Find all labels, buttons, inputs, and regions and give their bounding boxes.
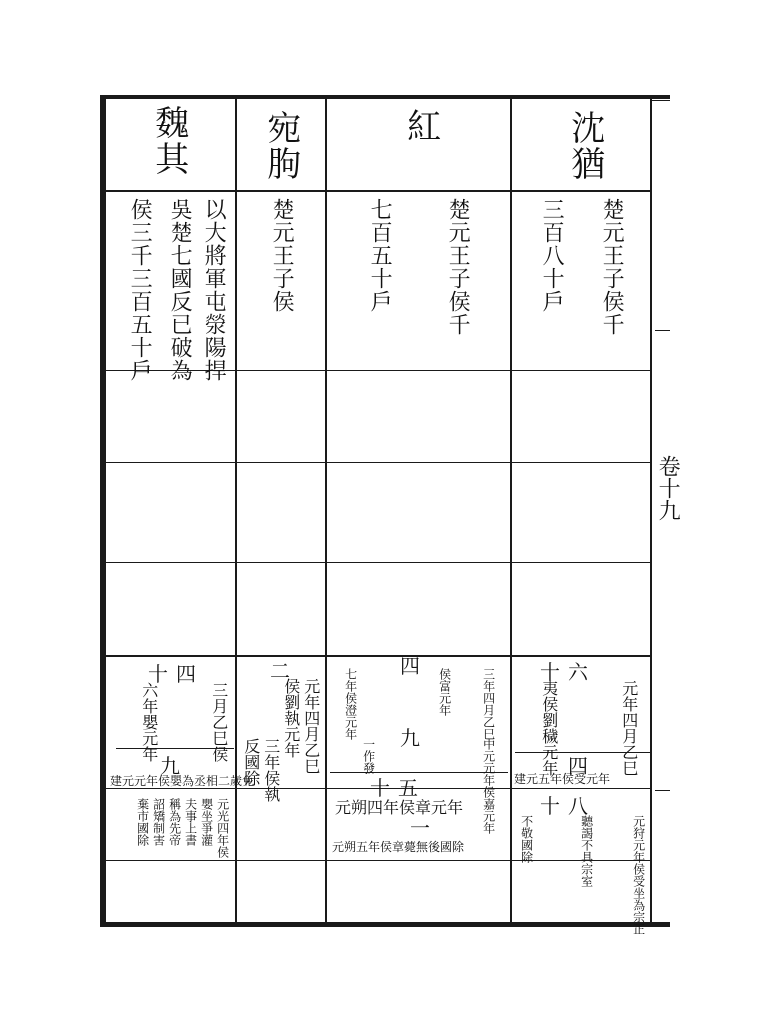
frame-bottom-border xyxy=(100,922,670,927)
column-3-year-line-2: 侯富元年 xyxy=(437,668,452,716)
chapter-edge-label: 卷十九 xyxy=(655,455,681,521)
column-3-sub3-count: 一 xyxy=(410,816,438,840)
column-1-year-line-2: 六年嬰元年 xyxy=(139,682,159,762)
column-4-sub2-line-2: 聽謁不具宗室 xyxy=(579,815,594,887)
column-3-sub-count: 九 xyxy=(400,726,428,750)
column-2-fief-line-1: 楚元王子侯 xyxy=(269,198,295,313)
column-3-sub2-count: 十五 xyxy=(370,776,426,800)
column-divider-1 xyxy=(235,97,237,924)
column-2-year-line-4: 反國除 xyxy=(241,738,261,786)
column-2-year-line-3: 三年侯執 xyxy=(261,738,281,802)
column-4-sub2-line-1: 元狩元年侯受坐為宗正 xyxy=(631,815,646,935)
column-4-sub2-line-3: 不敬國除 xyxy=(519,815,534,863)
column-1-fief-line-3: 侯三千三百五十戶 xyxy=(127,198,153,382)
column-2-year-line-2: 侯劉執元年 xyxy=(281,678,301,758)
column-2-year-count: 二 xyxy=(270,659,298,683)
column-3-name: 紅 xyxy=(400,108,441,144)
column-1-note-line-2: 嬰坐爭灌 xyxy=(199,798,214,846)
column-3-year-line-3: 七年侯澄元年 xyxy=(343,668,358,740)
frame-top-border xyxy=(100,95,670,99)
column-1-fief-line-1: 以大將軍屯滎陽捍 xyxy=(201,198,227,382)
column-divider-3 xyxy=(510,97,512,924)
column-3-sub2-line: 元朔四年侯章元年 xyxy=(335,798,464,817)
column-3-year-count: 四 xyxy=(400,654,428,678)
column-4-year-line-2: 夷侯劉穢元年 xyxy=(539,680,559,776)
column-1-year-count: 十四 xyxy=(148,662,204,686)
column-4-sub-count: 四 xyxy=(568,754,596,778)
column-4-fief-line-2: 三百八十戶 xyxy=(539,198,565,313)
column-3-fief-line-1: 楚元王子侯千 xyxy=(445,198,471,336)
edge-tick-3 xyxy=(655,790,670,791)
column-4-year-count: 十六 xyxy=(540,660,596,684)
column-3-sub3-line: 元朔五年侯章薨無後國除 xyxy=(332,840,465,854)
row-rule-3 xyxy=(104,462,652,463)
column-1-year-line-1: 三月乙巳侯 xyxy=(209,682,229,762)
column-1-name: 魏其 xyxy=(148,105,189,177)
column-1-sub-line: 建元元年侯嬰為丞相二歲免 xyxy=(110,774,255,788)
column-1-note-line-6: 棄市國除 xyxy=(135,798,150,846)
column-4-fief-line-1: 楚元王子侯千 xyxy=(599,198,625,336)
row-rule-4 xyxy=(104,562,652,563)
column-2-name: 宛朐 xyxy=(260,110,301,182)
column-4-sub2-count: 十八 xyxy=(540,794,596,818)
column-3-sub-line-1: 中元元年侯嘉元年 xyxy=(481,738,496,834)
column-4-year-line-1: 元年四月乙巳 xyxy=(619,680,639,776)
column-4-sub-line: 建元五年侯受元年 xyxy=(514,772,611,786)
row-rule-1 xyxy=(104,190,652,192)
column-3-sub-line-2: 一作發 xyxy=(361,738,376,774)
row-rule-7 xyxy=(104,860,652,861)
column-1-note-line-1: 元光四年侯 xyxy=(215,798,230,858)
column-3-fief-line-2: 七百五十戶 xyxy=(367,198,393,313)
column-1-note-line-3: 夫事上書 xyxy=(183,798,198,846)
edge-tick-1 xyxy=(652,100,670,101)
column-3-year-line-1: 三年四月乙巳 xyxy=(481,668,496,740)
column-1-sub-count: 九 xyxy=(160,754,188,778)
frame-left-border xyxy=(100,95,106,927)
column-1-note-line-4: 稱為先帝 xyxy=(167,798,182,846)
column-divider-2 xyxy=(325,97,327,924)
column-1-note-line-5: 詔矯制害 xyxy=(151,798,166,846)
edge-tick-2 xyxy=(655,330,670,331)
column-1-fief-line-2: 吳楚七國反已破為 xyxy=(167,198,193,382)
column-2-year-line-1: 元年四月乙巳 xyxy=(301,678,321,774)
column-4-name: 沈猶 xyxy=(564,110,605,182)
frame-right-border xyxy=(650,95,652,927)
